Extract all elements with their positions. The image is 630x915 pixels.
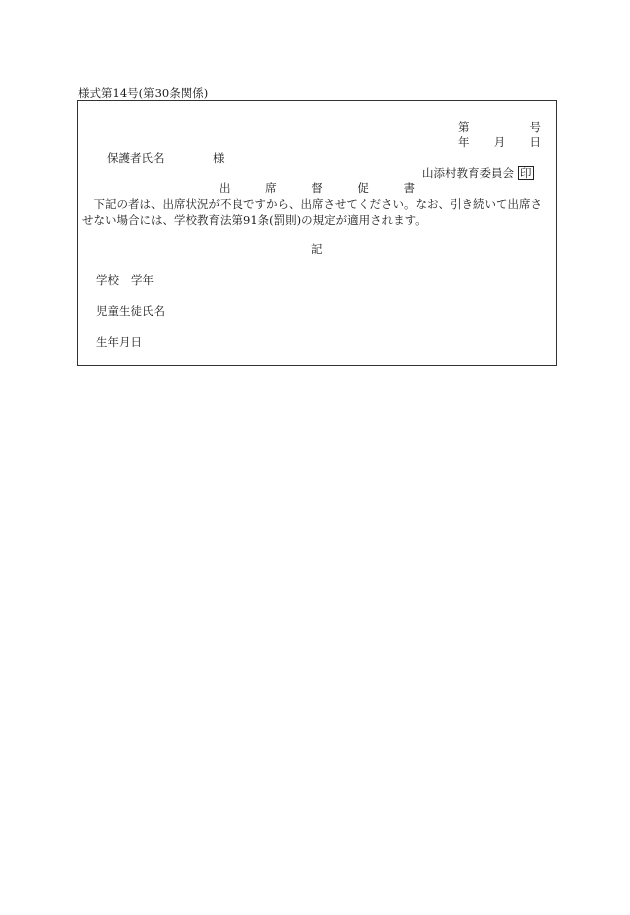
addressee-label: 保護者氏名 — [107, 151, 165, 165]
title-char-2: 席 — [265, 181, 277, 195]
seal-stamp-box: 印 — [520, 166, 532, 180]
issuer-line — [422, 166, 534, 180]
document-title — [219, 181, 415, 195]
issuer-name: 山添村教育委員会 — [422, 166, 514, 180]
notice-body-text: 下記の者は、出席状況が不良ですから、出席させてください。なお、引き続いて出席させない場合には、学校教育法第91条(罰則)の規定が適用されます。 — [82, 197, 542, 227]
title-char-5: 書 — [403, 181, 415, 195]
grade-field-label: 学年 — [131, 273, 154, 287]
title-char-1: 出 — [219, 181, 231, 195]
title-char-4: 促 — [357, 181, 369, 195]
date-day: 日 — [529, 135, 541, 149]
date-year: 年 — [458, 135, 470, 149]
form-number-caption: 様式第14号(第30条関係) — [78, 86, 209, 100]
date-line — [458, 135, 541, 149]
student-name-field-label: 児童生徒氏名 — [96, 304, 165, 318]
ki-heading: 記 — [311, 242, 323, 256]
birthdate-field-label: 生年月日 — [96, 335, 142, 349]
title-char-3: 督 — [311, 181, 323, 195]
document-number-line — [458, 120, 541, 134]
school-field-label: 学校 — [96, 273, 119, 287]
addressee-honorific: 様 — [213, 151, 225, 165]
document-number-dai: 第 — [458, 120, 470, 134]
attendance-notice-frame — [77, 100, 557, 366]
document-number-go: 号 — [529, 120, 541, 134]
date-month: 月 — [493, 135, 506, 149]
